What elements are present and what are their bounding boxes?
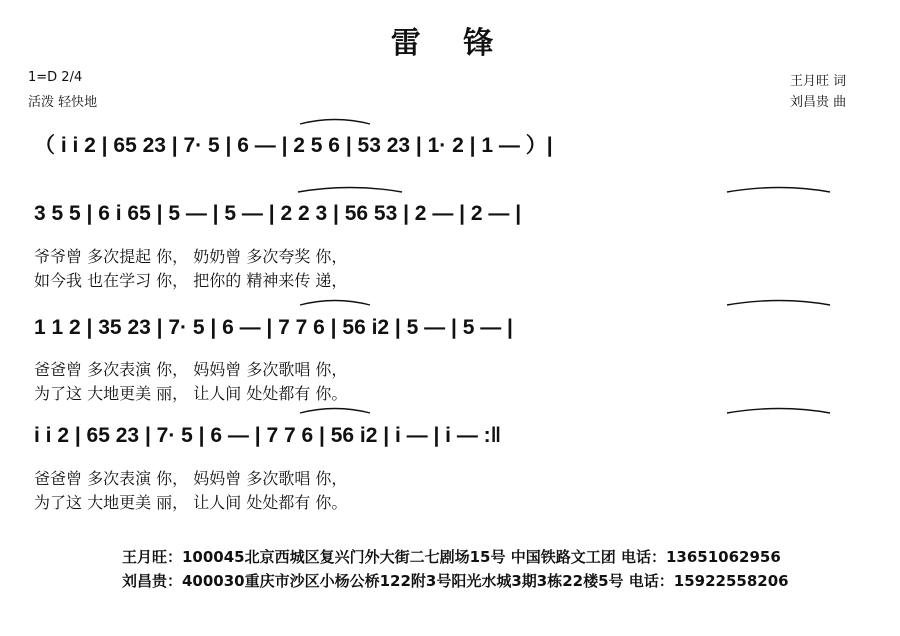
tempo-marking: 活泼 轻快地 (28, 95, 98, 110)
notes-row-2: 3 5 5 | 6 i 65 | 5 — | 5 — | 2 2 3 | 56 53 | 2 — | 2 — | (34, 202, 522, 225)
contact-composer: 刘昌贵：400030重庆市沙区小杨公桥122附3号阳光水城3期3栋22楼5号 电话：15922558206 (122, 572, 789, 590)
lyric-row-3-verse-1: 爸爸曾 多次表演 你， 妈妈曾 多次歌唱 你， (34, 360, 348, 379)
notes-row-3: 1 1 2 | 35 23 | 7· 5 | 6 — | 7 7 6 | 56 i2 | 5 — | 5 — | (34, 316, 513, 339)
composer-credit: 刘昌贵 曲 (790, 95, 847, 110)
lyric-row-3-verse-2: 为了这 大地更美 丽， 让人间 处处都有 你。 (34, 384, 348, 403)
contact-lyricist: 王月旺：100045北京西城区复兴门外大街二七剧场15号 中国铁路文工团 电话：13651062956 (122, 548, 781, 566)
lyricist-credit: 王月旺 词 (790, 74, 847, 89)
lyric-row-2-verse-2: 如今我 也在学习 你， 把你的 精神来传 递， (34, 271, 348, 290)
lyric-row-4-verse-1: 爸爸曾 多次表演 你， 妈妈曾 多次歌唱 你， (34, 469, 348, 488)
song-title: 雷 锋 (390, 26, 510, 61)
notes-row-1: （ i i 2 | 65 23 | 7· 5 | 6 — | 2 5 6 | 53 23 | 1· 2 | 1 — ）| (34, 134, 553, 157)
key-signature: 1=D 2/4 (28, 70, 83, 85)
lyric-row-4-verse-2: 为了这 大地更美 丽， 让人间 处处都有 你。 (34, 493, 348, 512)
lyric-row-2-verse-1: 爷爷曾 多次提起 你， 奶奶曾 多次夸奖 你， (34, 247, 348, 266)
notes-row-4: i i 2 | 65 23 | 7· 5 | 6 — | 7 7 6 | 56 i2 | i — | i — :‖ (34, 424, 502, 447)
